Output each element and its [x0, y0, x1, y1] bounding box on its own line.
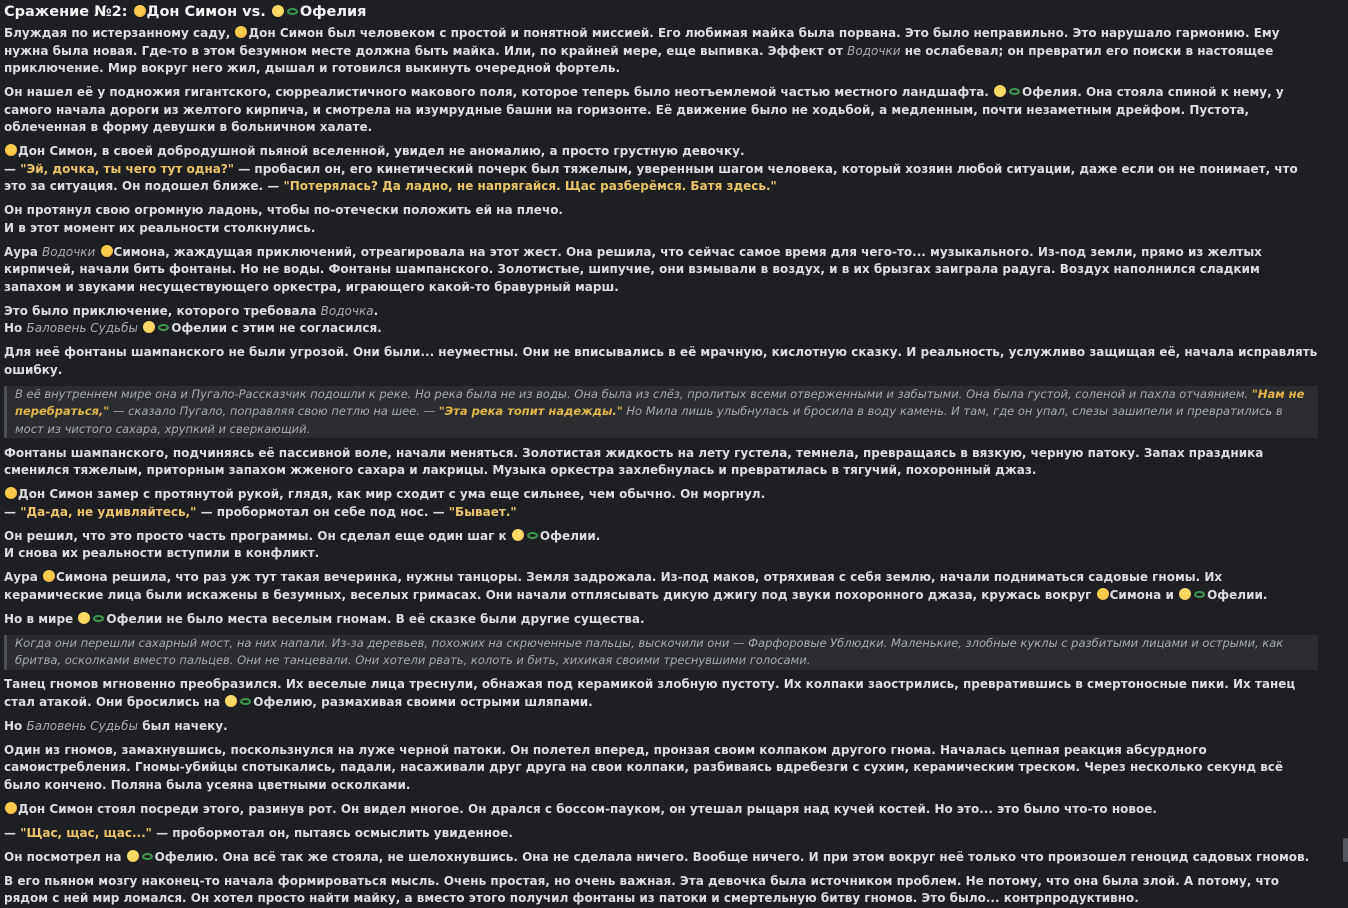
paragraph: Дон Симон, в своей добродушной пьяной вселенной, увидел не аномалию, а просто грустную девочку. — "Эй, дочка, ты чего тут одна?" — пробасил он, его кинетический почерк был тяжелым, уверенным шагом человека, который хозяин любой ситуации, даже если он не понимает, что это за ситуация. Он подошел ближе. — "Потерялась? Да ладно, не напрягайся. Щас разберёмся. Батя здесь.": [4, 144, 1298, 193]
paragraph: В его пьяном мозгу наконец-то начала формироваться мысль. Очень простая, но очень важная. Эта девочка была источником проблем. Не потому, что она была злой. А потому, что рядом с ней мир ломался. Он хотел просто найти майку, а вместо этого получил фонтаны из патоки и смертельную битву гномов. Это было... контрпродуктивно.: [4, 873, 1279, 905]
paragraph: Но в мире Офелии не было места веселым гномам. В её сказке были другие существа.: [4, 611, 645, 626]
simon-face-icon: [5, 802, 17, 814]
paragraph: Блуждая по истерзанному саду, Дон Симон был человеком с простой и понятной миссией. Его любимая майка была порвана. Это было неправильно. Это нарушало гармонию. Ему нужна была новая. Где-то в этом безумном месте должна быть майка. Или, по крайней мере, еще выпивка. Эффект от Водочки не ослабевал; он превратил его поиски в настоящее приключение. Мир вокруг него жил, дышал и готовился выкинуть очередной фортель.: [4, 26, 1280, 75]
simon-face-icon: [5, 487, 17, 499]
paragraph: Он решил, что это просто часть программы. Он сделал еще один шаг к Офелии. И снова их реальности вступили в конфликт.: [4, 528, 601, 560]
ofelia-face-icon: [994, 85, 1006, 97]
paragraph: — "Щас, щас, щас..." — пробормотал он, пытаясь осмыслить увиденное.: [4, 825, 513, 840]
eye-icon: [1194, 591, 1205, 598]
paragraph: Аура Водочки Симона, жаждущая приключений, отреагировала на этот жест. Она решила, что сейчас самое время для чего-то... музыкального. Из-под земли, прямо из желтых кирпичей, начали бить фонтаны. Но не воды. Фонтаны шампанского. Золотистые, шипучие, они взмывали в воздух, и в их брызгах заиграла радуга. Воздух наполнился сладким запахом и звуками несуществующего оркестра, играющего какой-то бравурный марш.: [4, 244, 1262, 294]
eye-icon: [158, 324, 169, 331]
ofelia-face-icon: [272, 5, 284, 17]
simon-face-icon: [43, 570, 55, 582]
simon-face-icon: [134, 5, 146, 17]
paragraph: Но Баловень Судьбы был начеку.: [4, 718, 228, 733]
battle-title: Сражение №2: Дон Симон vs. Офелия: [4, 4, 367, 20]
ofelia-face-icon: [1179, 588, 1191, 600]
eye-icon: [1009, 88, 1020, 95]
eye-icon: [142, 853, 153, 860]
eye-icon: [240, 698, 251, 705]
eye-icon: [287, 8, 298, 15]
ofelia-face-icon: [127, 850, 139, 862]
ofelia-face-icon: [143, 321, 155, 333]
simon-face-icon: [101, 245, 113, 257]
paragraph: Один из гномов, замахнувшись, поскользнулся на луже черной патоки. Он полетел вперед, пронзая своим колпаком другого гнома. Началась цепная реакция абсурдного самоистребления. Гномы-убийцы спотыкались, падали, насаживали друг друга на свои колпаки, разбиваясь вдребезги с сухим, керамическим треском. Через несколько секунд всё было кончено. Поляна была усеяна цветными осколками.: [4, 742, 1284, 792]
paragraph: Дон Симон замер с протянутой рукой, глядя, как мир сходит с ума еще сильнее, чем обычно. Он моргнул. — "Да-да, не удивляйтесь," — пробормотал он себе под нос. — "Бывает.": [4, 487, 766, 519]
quote-block: В её внутреннем мире она и Пугало-Рассказчик подошли к реке. Но река была не из воды. Она была из слёз, пролитых всеми отверженными и забытыми. Она была густой, соленой и пахла отчаянием. "Нам не перебраться," — сказало Пугало, поправляя свою петлю на шее. — "Эта река топит надежды." Но Мила лишь улыбнулась и бросила в воду камень. И там, где он упал, слезы зашипели и превратились в мост из чистого сахара, хрупкий и сверкающий.: [4, 386, 1318, 439]
paragraph: Он нашел её у подножия гигантского, сюрреалистичного макового поля, которое теперь было неотъемлемой частью местного ландшафта. Офелия. Она стояла спиной к нему, у самого начала дороги из желтого кирпича, и смотрела на изумрудные башни на горизонте. Её движение было не ходьбой, а медленным, почти незаметным дрейфом. Пустота, облеченная в форму девушки в больничном халате.: [4, 85, 1284, 134]
paragraph: Это было приключение, которого требовала Водочка. Но Баловень Судьбы Офелии с этим не согласился.: [4, 303, 382, 335]
simon-face-icon: [235, 26, 247, 38]
paragraph: Фонтаны шампанского, подчиняясь её пассивной воле, начали меняться. Золотистая жидкость на лету густела, темнела, превращаясь в вязкую, черную патоку. Запах праздника сменился тяжелым, приторным запахом жженого сахара и лакрицы. Музыка оркестра захлебнулась и превратилась в тягучий, похоронный джаз.: [4, 445, 1264, 477]
ofelia-face-icon: [225, 695, 237, 707]
paragraph: Дон Симон стоял посреди этого, разинув рот. Он видел многое. Он дрался с боссом-пауком, он утешал рыцаря над кучей костей. Но это... это было что-то новое.: [4, 801, 1318, 819]
paragraph: Он протянул свою огромную ладонь, чтобы по-отечески положить ей на плечо. И в этот момент их реальности столкнулись.: [4, 203, 563, 235]
paragraph: Он посмотрел на Офелию. Она всё так же стояла, не шелохнувшись. Она не сделала ничего. Вообще ничего. И при этом вокруг неё только что произошел геноцид садовых гномов.: [4, 849, 1310, 864]
ofelia-face-icon: [78, 612, 90, 624]
paragraph: Танец гномов мгновенно преобразился. Их веселые лица треснули, обнажая под керамикой злобную пустоту. Их колпаки заострились, превратившись в смертоносные пики. Их танец стал атакой. Они бросились на Офелию, размахивая своими острыми шляпами.: [4, 677, 1296, 709]
scrollbar-thumb[interactable]: [1343, 838, 1348, 862]
quote-block: Когда они перешли сахарный мост, на них напали. Из-за деревьев, похожих на скрюченные пальцы, выскочили они — Фарфоровые Ублюдки. Маленькие, злобные куклы с разбитыми лицами и острыми, как бритва, осколками вместо пальцев. Они не танцевали. Они хотели рвать, колоть и бить, хихикая своими треснувшими голосами.: [4, 635, 1318, 670]
simon-face-icon: [5, 144, 17, 156]
eye-icon: [527, 532, 538, 539]
simon-face-icon: [1097, 588, 1109, 600]
paragraph: Аура Симона решила, что раз уж тут такая вечеринка, нужны танцоры. Земля задрожала. Из-под маков, отряхивая с себя землю, начали подниматься садовые гномы. Их керамические лица были искажены в безумных, веселых гримасах. Они начали отплясывать дикую джигу под звуки похоронного джаза, кружась вокруг Симона и Офелии.: [4, 570, 1268, 602]
ofelia-face-icon: [512, 529, 524, 541]
eye-icon: [93, 615, 104, 622]
paragraph: Для неё фонтаны шампанского не были угрозой. Они были... неуместны. Они не вписывались в её мрачную, кислотную сказку. И реальность, услужливо защищая её, начала исправлять ошибку.: [4, 345, 1318, 377]
